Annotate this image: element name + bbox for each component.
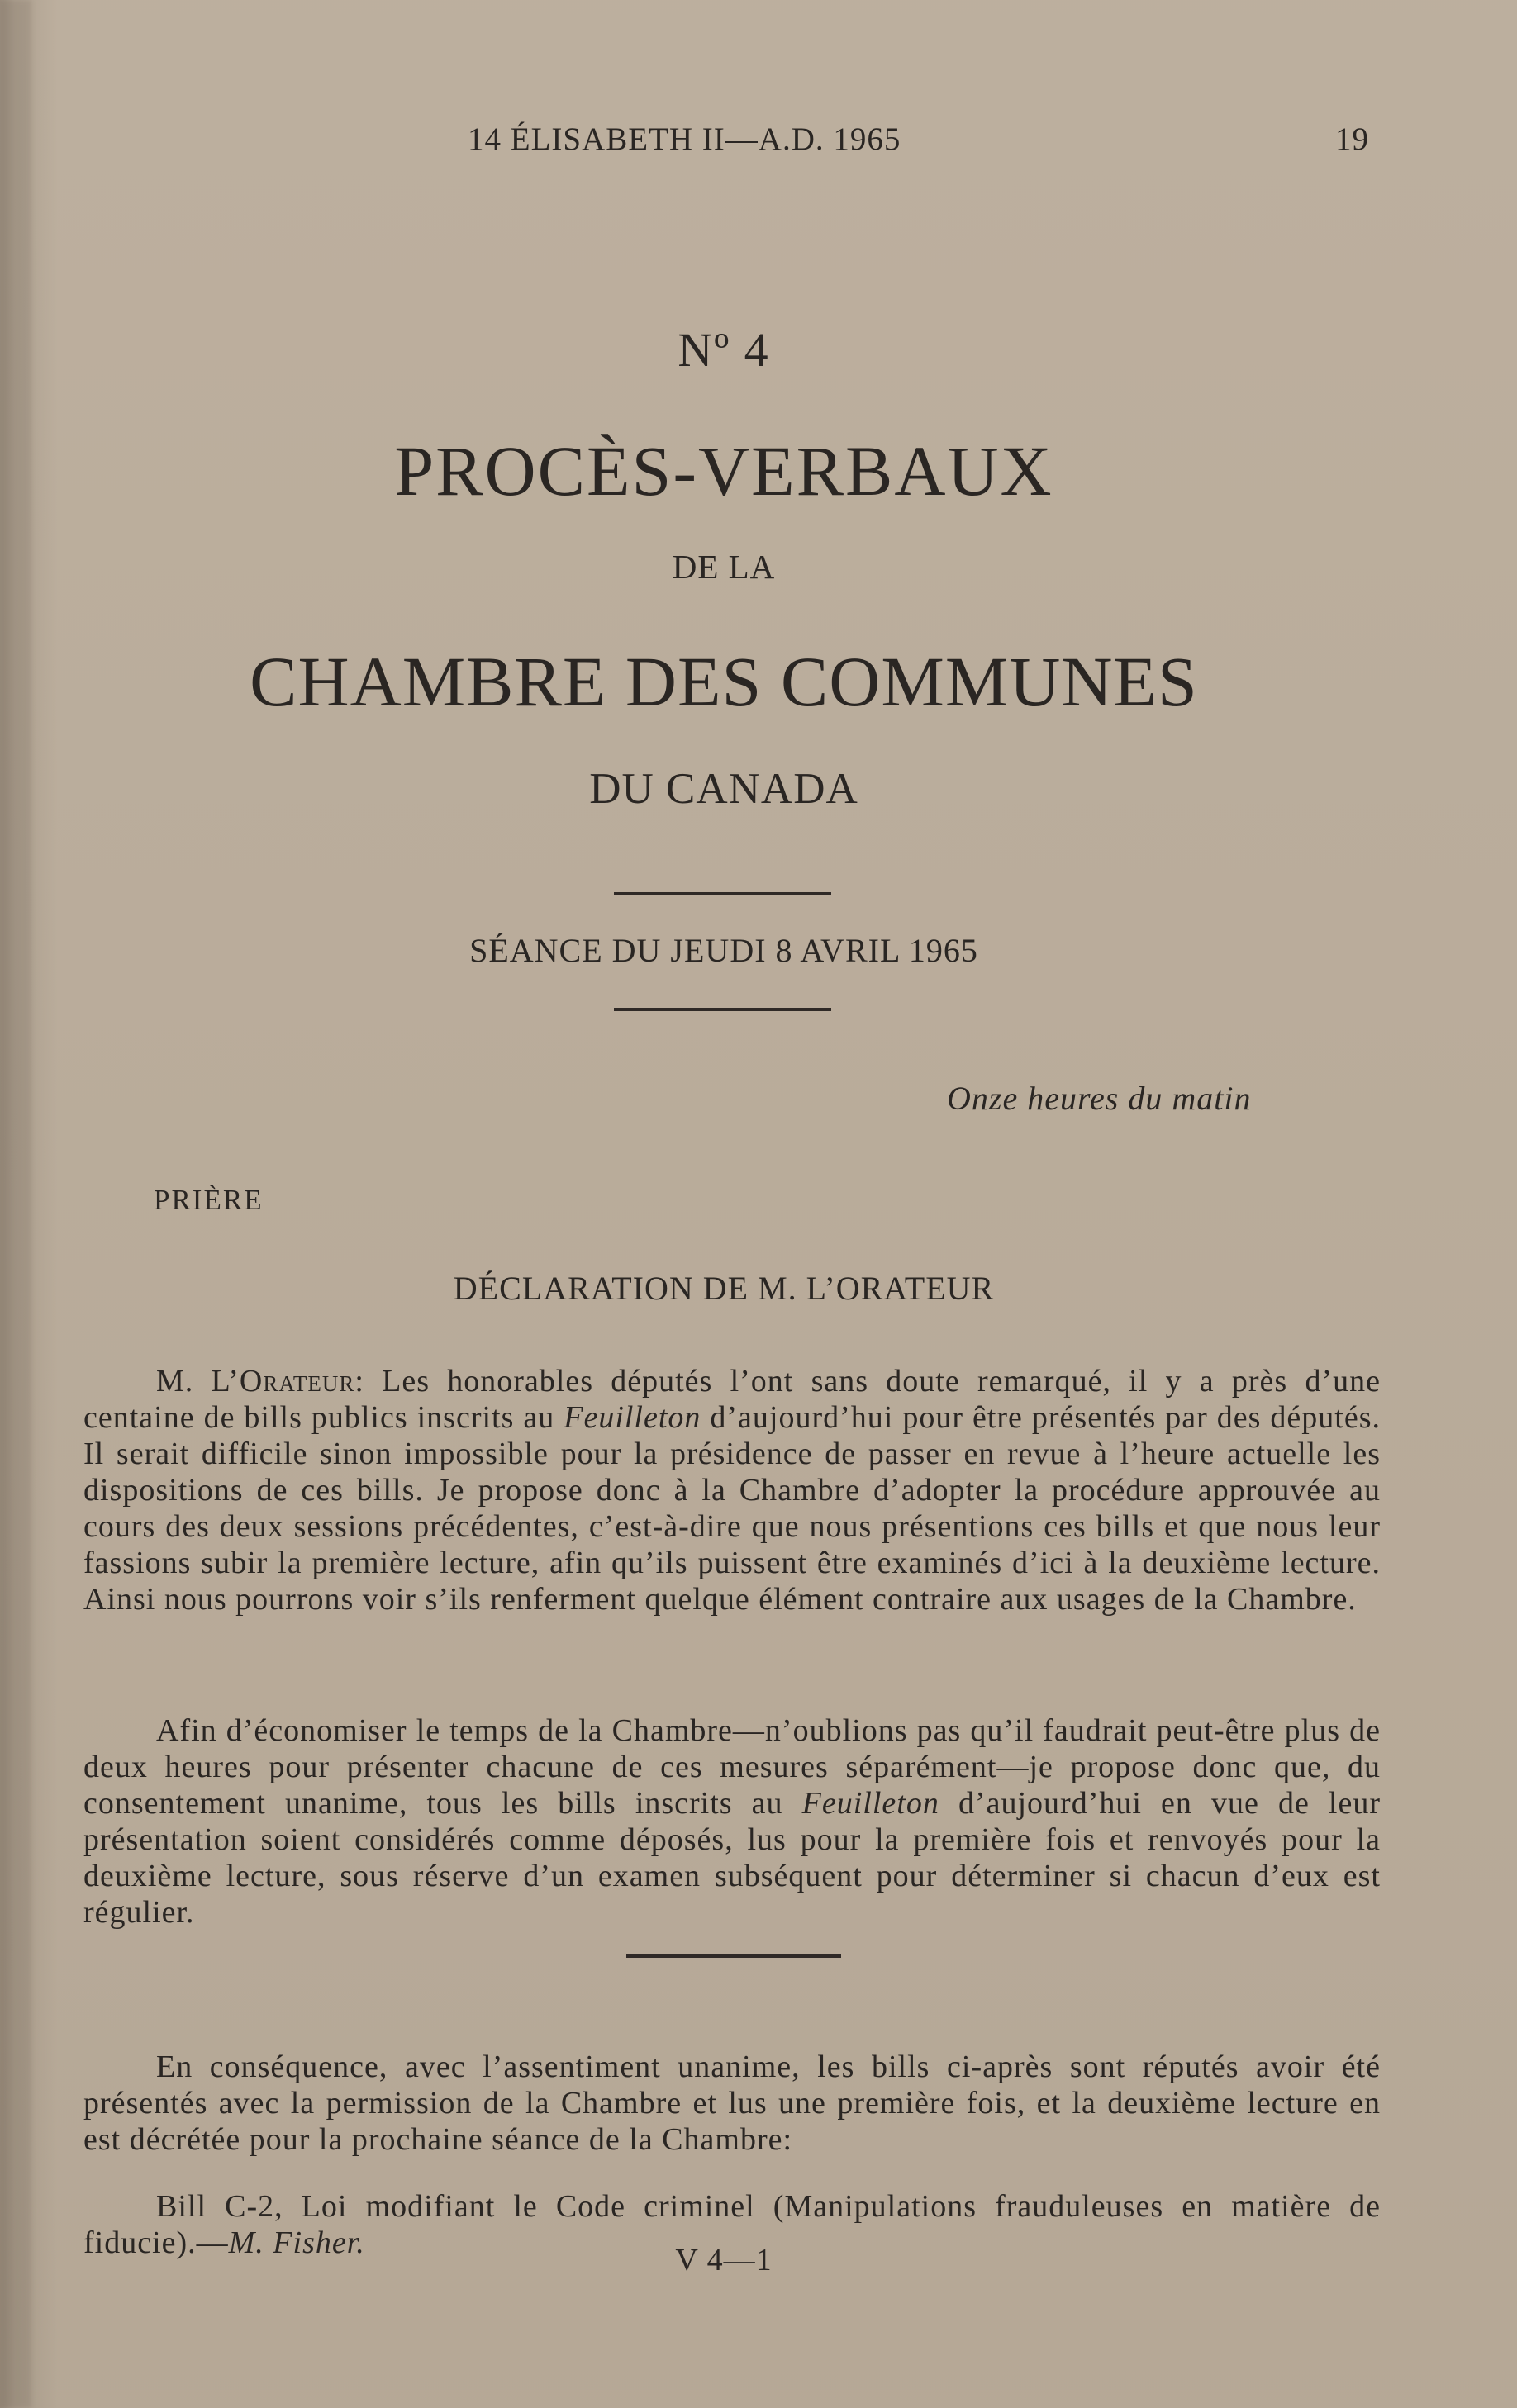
bill-text: Bill C-2, Loi modifiant le Code criminel (Manipulations frauduleuses en matière de fiducie).—	[83, 2189, 1381, 2260]
running-header: 14 ÉLISABETH II—A.D. 1965	[468, 121, 901, 157]
subtitle-de-la: DE LA	[672, 548, 776, 586]
prayer-heading: PRIÈRE	[154, 1184, 264, 1216]
paragraph-consent: En conséquence, avec l’assentiment unanime, les bills ci-après sont réputés avoir été présentés avec la permission de la Chambre et lus une première fois, et la deuxième lecture en est décrétée pour la prochaine séance de la Chambre:	[83, 2049, 1381, 2157]
italic-feuilleton: Feuilleton	[564, 1400, 701, 1435]
paragraph-text: d’aujourd’hui pour être présentés par des députés. Il serait difficile sinon impossible pour la présidence de passer en revue à l’heure actuelle les dispositions de ces bills. Je propose donc à la Chambre d’adopter la procédure approuvée au cours des deux sessions précédentes, c’est-à-dire que nous présentions ces bills et que nous leur fassions subir la première lecture, afin qu’ils puissent être examinés d’ici à la deuxième lecture. Ainsi nous pourrons voir s’ils renferment quelque élément contraire aux usages de la Chambre.	[83, 1400, 1381, 1617]
speaker-label: M. L’Orateur:	[156, 1364, 364, 1399]
paragraph-text: d’aujourd’hui en vue de leur présentation soient considérés comme déposés, lus pour la première fois et renvoyés pour la deuxième lecture, sous réserve d’un examen subséquent pour déterminer si chacun d’eux est régulier.	[83, 1786, 1381, 1930]
divider-top	[614, 892, 831, 895]
paragraph-text: Afin d’économiser le temps de la Chambre—n’oublions pas qu’il faudrait peut-être plus de deux heures pour présenter chacune de ces mesures séparément—je propose donc que, du consentement unanime, tous les bills inscrits au	[83, 1713, 1381, 1821]
session-heading: SÉANCE DU JEUDI 8 AVRIL 1965	[469, 932, 978, 969]
document-number: Nº 4	[678, 323, 770, 377]
footer-signature: V 4—1	[675, 2243, 773, 2277]
country-title: DU CANADA	[589, 765, 858, 813]
chamber-title: CHAMBRE DES COMMUNES	[250, 642, 1198, 721]
divider-middle	[626, 1954, 841, 1958]
document-title: PROCÈS-VERBAUX	[394, 431, 1053, 511]
paragraph-procedure	[83, 1712, 1381, 1931]
divider-session	[614, 1008, 831, 1011]
paragraph-declaration	[83, 1363, 1381, 1617]
session-time: Onze heures du matin	[947, 1080, 1252, 1117]
italic-feuilleton: Feuilleton	[801, 1786, 939, 1821]
bill-sponsor: M. Fisher.	[228, 2225, 365, 2260]
page-number: 19	[1335, 121, 1369, 157]
declaration-heading: DÉCLARATION DE M. L’ORATEUR	[453, 1270, 995, 1307]
paragraph-text: Les honorables députés l’ont sans doute remarqué, il y a près d’une centaine de bills publics inscrits au	[83, 1364, 1381, 1435]
